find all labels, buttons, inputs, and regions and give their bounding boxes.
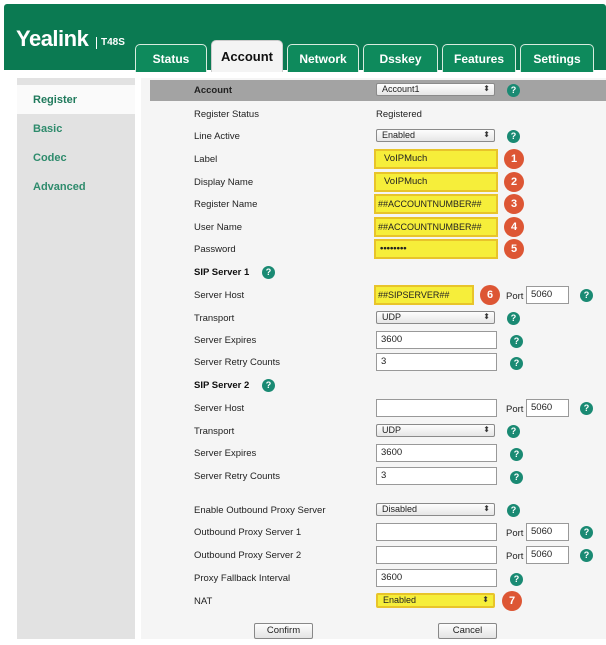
sip1-server-host-row bbox=[0, 285, 606, 307]
label-field-label: Label bbox=[194, 154, 218, 165]
outbound-proxy-select[interactable]: Disabled ⬍ bbox=[376, 503, 495, 516]
sip1-expires-row bbox=[0, 330, 606, 352]
help-icon[interactable]: ? bbox=[507, 84, 520, 97]
user-name-row bbox=[0, 217, 606, 239]
proxy-fallback-label: Proxy Fallback Interval bbox=[194, 573, 291, 584]
step-badge: 1 bbox=[504, 149, 524, 169]
help-icon[interactable]: ? bbox=[580, 526, 593, 539]
dropdown-arrow-icon: ⬍ bbox=[482, 595, 489, 604]
sip-server-2-heading-row bbox=[0, 376, 606, 398]
help-icon[interactable]: ? bbox=[507, 425, 520, 438]
tab-network[interactable]: Network bbox=[287, 44, 359, 72]
register-status-row bbox=[0, 104, 606, 126]
nat-select[interactable]: Enabled ⬍ bbox=[376, 593, 495, 608]
server-host-label: Server Host bbox=[194, 290, 245, 301]
register-status-value: Registered bbox=[376, 109, 422, 120]
help-icon[interactable]: ? bbox=[507, 312, 520, 325]
yealink-logo: Yealink bbox=[16, 26, 89, 51]
step-badge: 5 bbox=[504, 239, 524, 259]
main-tabs bbox=[135, 40, 594, 70]
help-icon[interactable]: ? bbox=[510, 573, 523, 586]
sidebar-item-basic[interactable]: Basic bbox=[33, 122, 63, 135]
model-label: T48S bbox=[96, 37, 125, 49]
password-row bbox=[0, 239, 606, 261]
tab-settings[interactable]: Settings bbox=[520, 44, 594, 72]
tab-features[interactable]: Features bbox=[442, 44, 516, 72]
step-badge: 3 bbox=[504, 194, 524, 214]
port-label: Port bbox=[506, 291, 524, 302]
sip1-port-input[interactable]: 5060 bbox=[526, 286, 569, 304]
sip1-transport-row bbox=[0, 308, 606, 330]
password-label: Password bbox=[194, 244, 236, 255]
account-label: Account bbox=[194, 85, 232, 96]
dropdown-arrow-icon: ⬍ bbox=[483, 504, 490, 513]
dropdown-arrow-icon: ⬍ bbox=[483, 84, 490, 93]
nat-label: NAT bbox=[194, 596, 213, 607]
outbound-proxy-2-input[interactable] bbox=[376, 546, 497, 564]
help-icon[interactable]: ? bbox=[510, 335, 523, 348]
sip1-retry-row bbox=[0, 352, 606, 374]
server-host-label: Server Host bbox=[194, 403, 245, 414]
proxy2-port-input[interactable]: 5060 bbox=[526, 546, 569, 564]
help-icon[interactable]: ? bbox=[510, 471, 523, 484]
line-active-row bbox=[0, 126, 606, 148]
sip1-transport-select[interactable]: UDP ⬍ bbox=[376, 311, 495, 324]
help-icon[interactable]: ? bbox=[510, 357, 523, 370]
server-retry-label: Server Retry Counts bbox=[194, 471, 281, 482]
tab-status[interactable]: Status bbox=[135, 44, 207, 72]
sip-server-2-heading: SIP Server 2 bbox=[194, 380, 250, 391]
sidebar-item-register[interactable]: Register bbox=[17, 85, 135, 114]
dropdown-arrow-icon: ⬍ bbox=[483, 425, 490, 434]
transport-label: Transport bbox=[194, 313, 235, 324]
confirm-button[interactable]: Confirm bbox=[254, 623, 313, 639]
label-input[interactable]: VoIPMuch bbox=[374, 149, 498, 169]
help-icon[interactable]: ? bbox=[262, 379, 275, 392]
server-expires-label: Server Expires bbox=[194, 448, 257, 459]
account-select[interactable]: Account1 ⬍ bbox=[376, 83, 495, 96]
display-name-row bbox=[0, 172, 606, 194]
port-label: Port bbox=[506, 404, 524, 415]
help-icon[interactable]: ? bbox=[507, 504, 520, 517]
help-icon[interactable]: ? bbox=[510, 448, 523, 461]
outbound-proxy-label: Enable Outbound Proxy Server bbox=[194, 505, 326, 516]
dropdown-arrow-icon: ⬍ bbox=[483, 130, 490, 139]
register-name-row bbox=[0, 194, 606, 216]
outbound-proxy-2-row bbox=[0, 545, 606, 567]
sip1-retry-input[interactable]: 3 bbox=[376, 353, 497, 371]
line-active-label: Line Active bbox=[194, 131, 240, 142]
step-badge: 2 bbox=[504, 172, 524, 192]
sip2-expires-row bbox=[0, 443, 606, 465]
step-badge: 7 bbox=[502, 591, 522, 611]
sidebar-item-codec[interactable]: Codec bbox=[33, 151, 67, 164]
display-name-input[interactable]: VoIPMuch bbox=[374, 172, 498, 192]
sip2-port-input[interactable]: 5060 bbox=[526, 399, 569, 417]
sip2-transport-select[interactable]: UDP ⬍ bbox=[376, 424, 495, 437]
transport-label: Transport bbox=[194, 426, 235, 437]
register-name-label: Register Name bbox=[194, 199, 258, 210]
port-label: Port bbox=[506, 528, 524, 539]
proxy1-port-input[interactable]: 5060 bbox=[526, 523, 569, 541]
register-status-label: Register Status bbox=[194, 109, 259, 120]
password-input[interactable]: •••••••• bbox=[374, 239, 498, 259]
sip-server-1-heading: SIP Server 1 bbox=[194, 267, 250, 278]
outbound-proxy-1-row bbox=[0, 522, 606, 544]
line-active-select[interactable]: Enabled ⬍ bbox=[376, 129, 495, 142]
help-icon[interactable]: ? bbox=[580, 402, 593, 415]
dropdown-arrow-icon: ⬍ bbox=[483, 312, 490, 321]
step-badge: 6 bbox=[480, 285, 500, 305]
server-retry-label: Server Retry Counts bbox=[194, 357, 281, 368]
sip-server-1-heading-row bbox=[0, 263, 606, 285]
sip2-server-host-row bbox=[0, 398, 606, 420]
help-icon[interactable]: ? bbox=[507, 130, 520, 143]
proxy-fallback-input[interactable]: 3600 bbox=[376, 569, 497, 587]
display-name-label: Display Name bbox=[194, 177, 254, 188]
sip1-server-host-input[interactable]: ##SIPSERVER## bbox=[374, 285, 474, 305]
proxy-fallback-row bbox=[0, 568, 606, 590]
form-actions bbox=[0, 623, 606, 645]
label-row bbox=[0, 149, 606, 171]
help-icon[interactable]: ? bbox=[580, 289, 593, 302]
sip2-transport-row bbox=[0, 421, 606, 443]
sip1-expires-input[interactable]: 3600 bbox=[376, 331, 497, 349]
outbound-proxy-1-input[interactable] bbox=[376, 523, 497, 541]
outbound-proxy-2-label: Outbound Proxy Server 2 bbox=[194, 550, 302, 561]
tab-dsskey[interactable]: Dsskey bbox=[363, 44, 438, 72]
help-icon[interactable]: ? bbox=[262, 266, 275, 279]
outbound-proxy-1-label: Outbound Proxy Server 1 bbox=[194, 527, 302, 538]
port-label: Port bbox=[506, 551, 524, 562]
user-name-input[interactable]: ##ACCOUNTNUMBER## bbox=[374, 217, 498, 237]
help-icon[interactable]: ? bbox=[580, 549, 593, 562]
cancel-button[interactable]: Cancel bbox=[438, 623, 497, 639]
sip2-expires-input[interactable]: 3600 bbox=[376, 444, 497, 462]
nat-row bbox=[0, 591, 606, 613]
account-row bbox=[0, 80, 606, 102]
register-name-input[interactable]: ##ACCOUNTNUMBER## bbox=[374, 194, 498, 214]
sip2-retry-row bbox=[0, 466, 606, 488]
server-expires-label: Server Expires bbox=[194, 335, 257, 346]
tab-account[interactable]: Account bbox=[211, 40, 283, 72]
user-name-label: User Name bbox=[194, 222, 243, 233]
step-badge: 4 bbox=[504, 217, 524, 237]
sidebar-item-advanced[interactable]: Advanced bbox=[33, 180, 86, 193]
sip2-retry-input[interactable]: 3 bbox=[376, 467, 497, 485]
sip2-server-host-input[interactable] bbox=[376, 399, 497, 417]
outbound-proxy-row bbox=[0, 500, 606, 522]
